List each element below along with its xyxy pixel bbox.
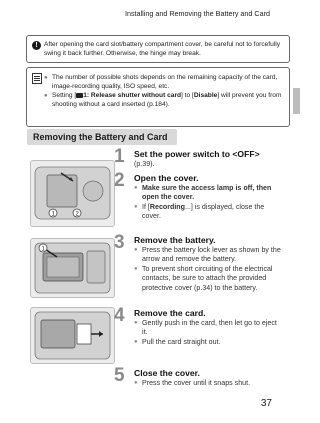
illustration-open-cover	[30, 160, 115, 227]
caution-text: After opening the card slot/battery compartment cover, be careful not to forcefully swing it back further. Otherwise, the hinge may break.	[44, 41, 281, 57]
step-bullet-text: Press the battery lock lever as shown by the arrow and remove the battery.	[142, 246, 281, 264]
step-body	[134, 379, 284, 388]
camera-bottom-illustration	[31, 161, 114, 226]
step-title: Remove the card.	[134, 308, 206, 318]
note-item-2-mid: ] to [	[181, 92, 194, 100]
step-bullet-text: To prevent short circuiting of the electrical contacts, be sure to attach the provided protective cover (p.34) to the battery.	[142, 264, 273, 292]
note-item	[44, 74, 283, 91]
svg-text:1: 1	[41, 246, 45, 253]
bullet-pre: If [	[142, 202, 150, 211]
step-number: 3	[114, 232, 125, 253]
page-header: Installing and Removing the Battery and Card	[124, 9, 270, 18]
step-bullet	[134, 319, 284, 338]
caution-icon: !	[32, 41, 41, 50]
step-bullet-text: Press the cover until it snaps shut.	[142, 379, 251, 387]
step-title: Close the cover.	[134, 368, 200, 378]
bullet-icon: ●	[134, 338, 138, 345]
illustration-remove-card	[30, 307, 115, 364]
note-item	[44, 92, 283, 109]
step-bullet-text: Pull the card straight out.	[142, 337, 221, 346]
caution-box	[26, 35, 290, 63]
bullet-icon: ●	[134, 265, 138, 272]
step-number: 1	[114, 146, 125, 167]
step-title: Remove the battery.	[134, 235, 216, 245]
illustration-remove-battery	[30, 238, 115, 298]
bullet-icon: ●	[134, 185, 138, 191]
note-icon	[32, 73, 42, 84]
bullet-bold: Recording	[149, 202, 185, 211]
note-item-2	[52, 92, 283, 109]
note-text	[44, 74, 283, 110]
step-body	[134, 184, 284, 222]
bullet-icon: ●	[44, 75, 48, 81]
setting-value: Disable	[193, 92, 218, 100]
battery-removal-illustration	[31, 239, 114, 297]
step-body: (p.39).	[134, 160, 155, 168]
bullet-post: ...] is displayed, close the cover.	[142, 202, 265, 221]
svg-text:1: 1	[51, 211, 55, 218]
step-bullet	[134, 379, 284, 388]
step-bullet	[134, 265, 284, 293]
chapter-tab	[293, 88, 300, 114]
step-bullet	[134, 203, 284, 222]
step-title: Open the cover.	[134, 173, 199, 183]
svg-text:2: 2	[75, 211, 79, 218]
step-number: 5	[114, 365, 125, 386]
step-bullet	[134, 184, 284, 203]
bullet-icon: ●	[134, 320, 138, 326]
step-bullet	[134, 246, 284, 265]
step-bullet-text	[142, 203, 284, 222]
card-removal-illustration	[31, 308, 114, 363]
step-number: 2	[114, 170, 125, 191]
step-body	[134, 319, 284, 347]
note-item-2-post: ] will prevent you from shooting without a card inserted (p.184).	[52, 92, 282, 108]
bullet-icon: ●	[44, 93, 48, 100]
step-bullet-text: Gently push in the card, then let go to eject it.	[142, 319, 277, 337]
bullet-icon: ●	[134, 203, 138, 210]
bullet-icon: ●	[134, 380, 138, 386]
step-body	[134, 246, 284, 293]
note-item-2-pre: Setting [	[52, 92, 77, 100]
section-title: Removing the Battery and Card	[27, 129, 177, 145]
step-number: 4	[114, 305, 125, 326]
step-bullet-bold: Make sure the access lamp is off, then open the cover.	[142, 184, 272, 202]
menu-setting: 1: Release shutter without card	[83, 92, 182, 100]
bullet-icon: ●	[134, 247, 138, 253]
note-item-1: The number of possible shots depends on the remaining capacity of the card, image-recording quality, ISO speed, etc.	[52, 74, 278, 90]
step-bullet	[134, 338, 284, 347]
step-title: Set the power switch to <OFF>	[134, 149, 260, 159]
page-number: 37	[260, 398, 272, 409]
note-box	[26, 67, 290, 127]
